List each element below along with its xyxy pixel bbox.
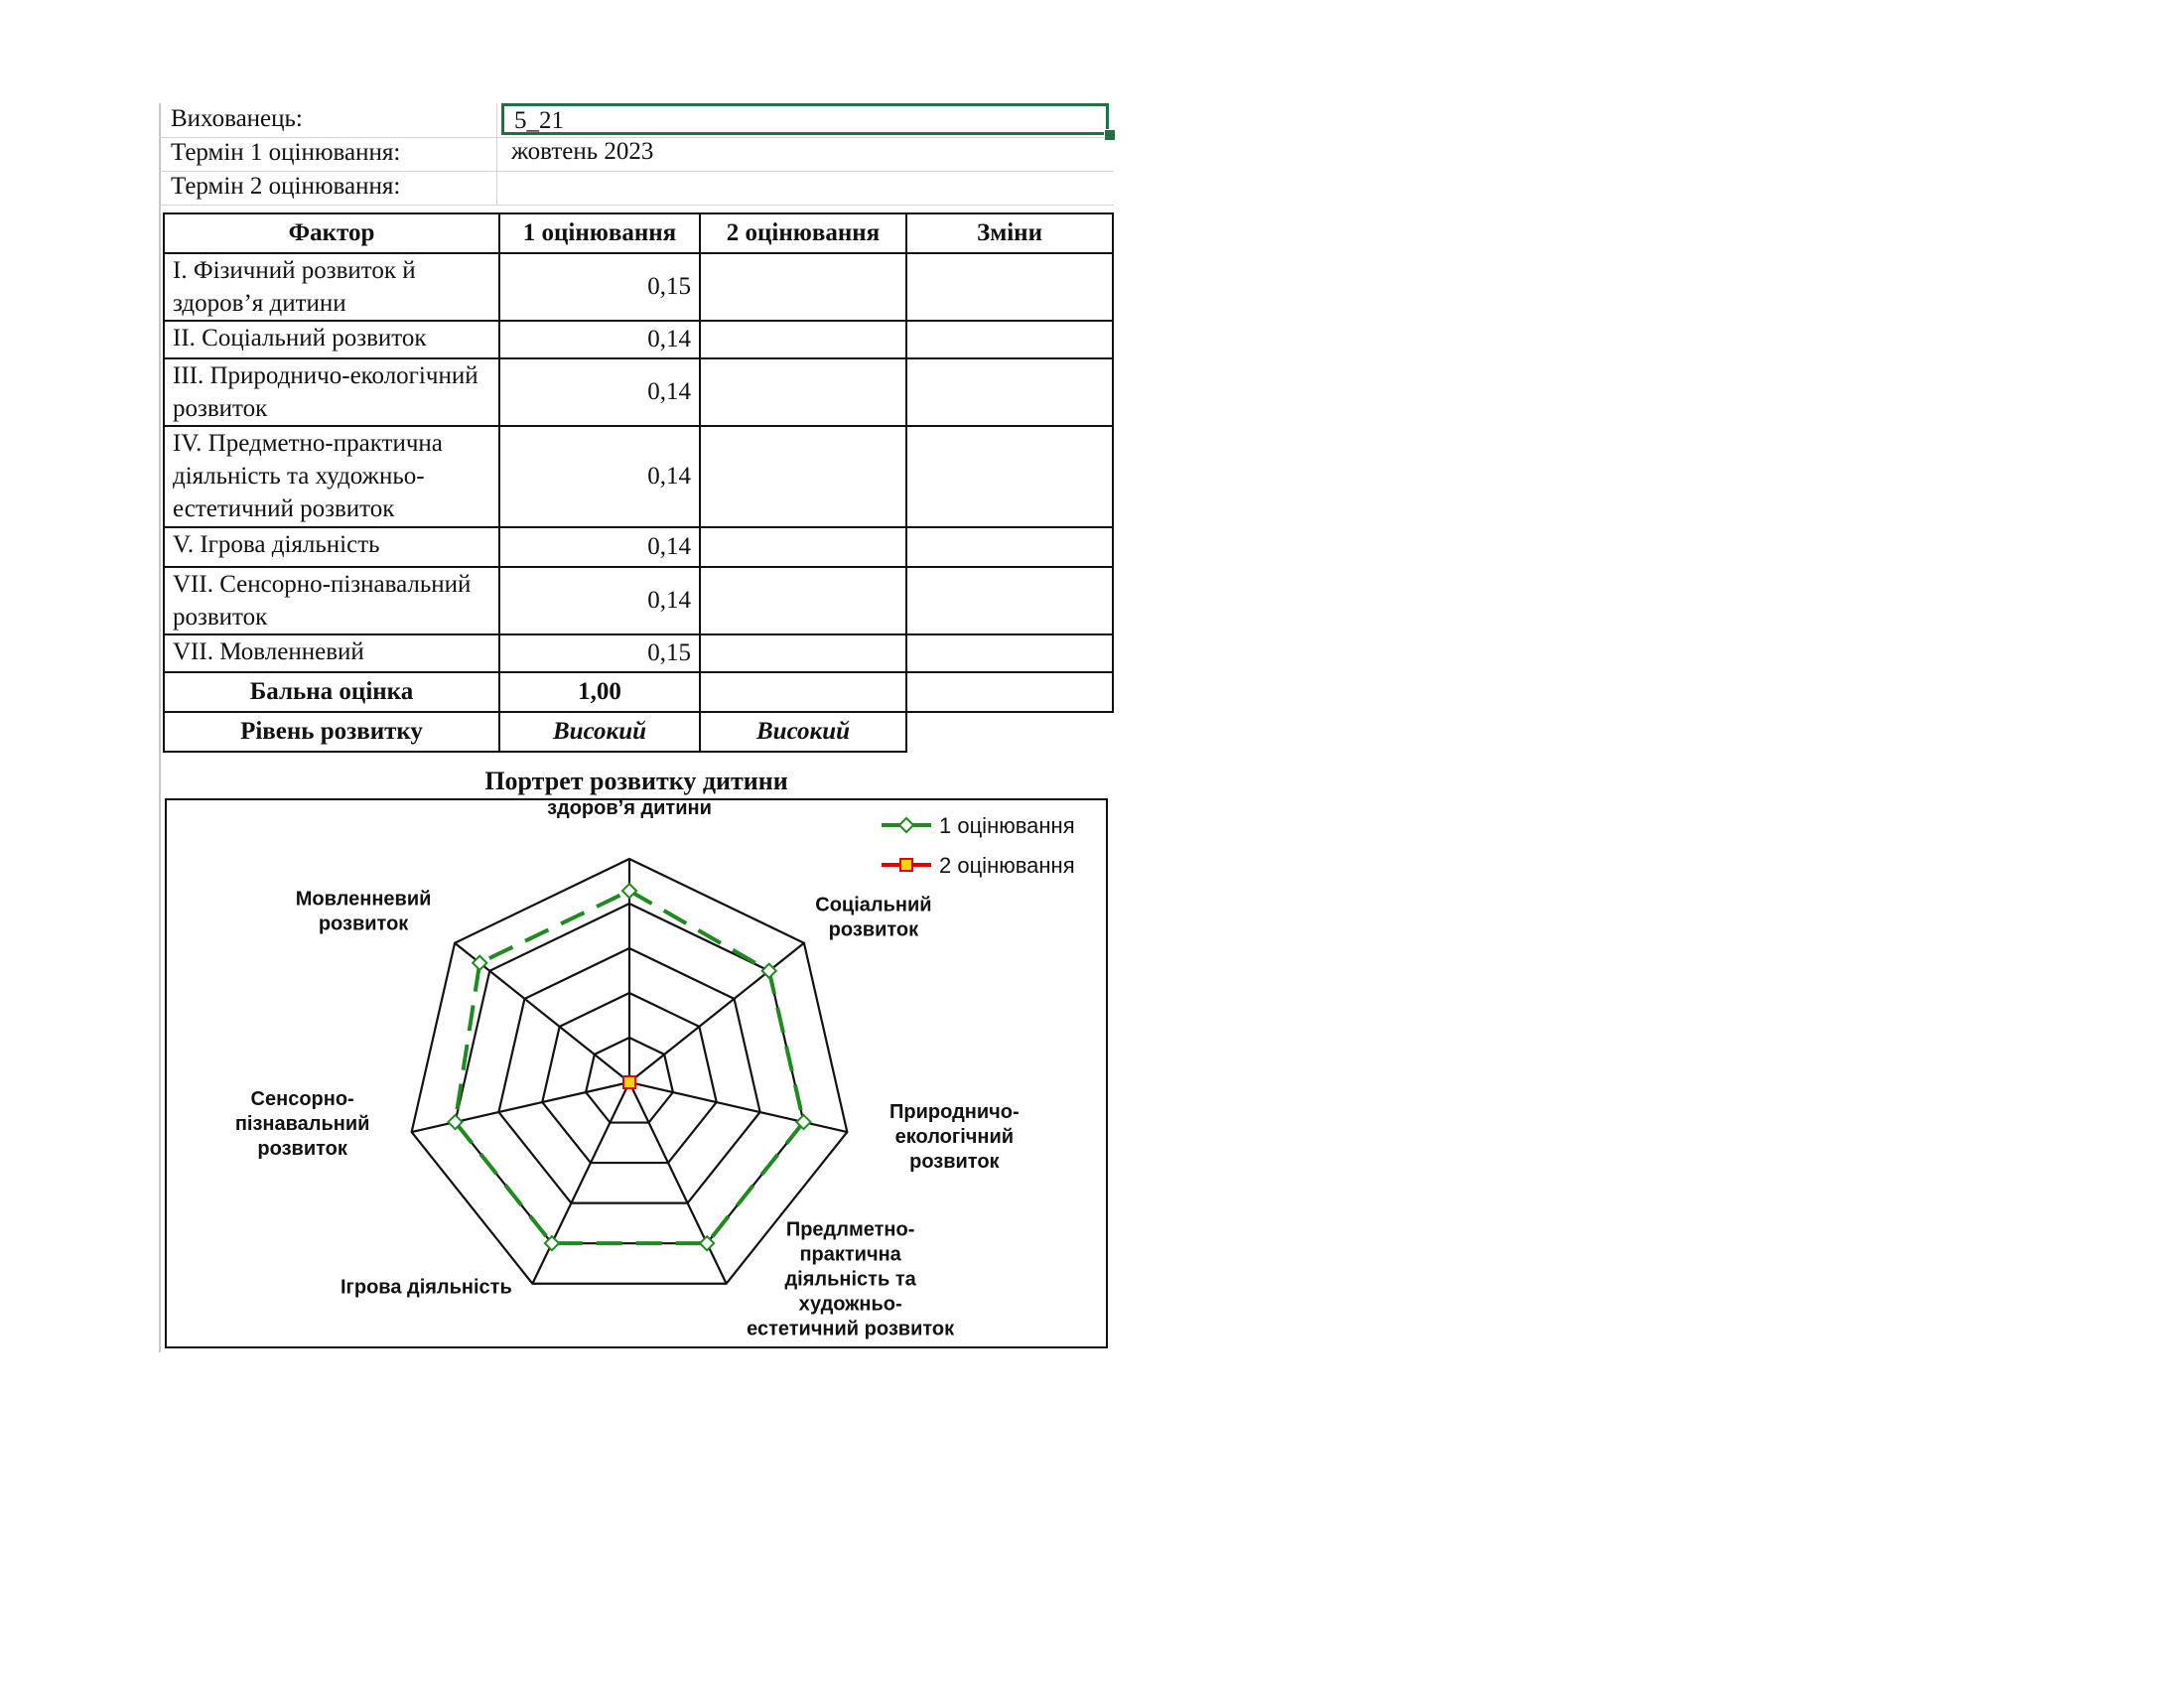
factor-cell[interactable]: VII. Мовленневий [164,634,499,672]
value2-cell[interactable] [700,358,906,426]
col-header-factor[interactable]: Фактор [164,213,499,253]
level-label[interactable]: Рівень розвитку [164,712,499,752]
legend-marker [899,818,913,832]
table-row [164,253,1113,321]
level-row [164,712,1113,752]
legend-marker [900,859,912,871]
term1-row [159,137,1114,172]
term2-row [159,171,1114,206]
change-cell[interactable] [906,634,1113,672]
table-row [164,358,1113,426]
term2-label: Термін 2 оцінювання: [171,173,401,200]
chart-title: Портрет розвитку дитини [484,767,788,795]
factor-cell[interactable]: IV. Предметно-практична діяльність та художньо-естетичний розвиток [164,426,499,527]
factor-cell[interactable]: III. Природничо-екологічний розвиток [164,358,499,426]
pupil-cell[interactable]: 5_21 [501,103,1109,135]
radar-axis-label: Ігрова діяльність [340,1276,512,1299]
change-cell[interactable] [906,321,1113,358]
value1-cell[interactable]: 0,14 [499,358,700,426]
worksheet [159,103,1114,1352]
radar-axis-label: Природничо-екологічний розвиток [889,1101,1020,1174]
table-row [164,634,1113,672]
term1-cell[interactable]: жовтень 2023 [511,138,654,165]
score-label[interactable]: Бальна оцінка [164,672,499,712]
value1-cell[interactable]: 0,15 [499,253,700,321]
change-cell[interactable] [906,567,1113,634]
table-row [164,567,1113,634]
sheet-gridline [159,103,161,1352]
value2-cell[interactable] [700,567,906,634]
factor-cell[interactable]: II. Соціальний розвиток [164,321,499,358]
factor-cell[interactable]: I. Фізичний розвиток й здоров’я дитини [164,253,499,321]
legend-label: 2 оцінювання [939,853,1075,878]
factor-cell[interactable]: V. Ігрова діяльність [164,527,499,567]
change-cell[interactable] [906,527,1113,567]
table-row [164,527,1113,567]
value1-cell[interactable]: 0,14 [499,567,700,634]
cell-divider [496,103,497,137]
change-cell[interactable] [906,426,1113,527]
pupil-label: Вихованець: [171,105,303,132]
pupil-row [159,103,1114,138]
change-cell[interactable] [906,358,1113,426]
value2-cell[interactable] [700,634,906,672]
radar-axis-label: здоров’я дитини [547,800,712,819]
value2-cell[interactable] [700,321,906,358]
col-header-changes[interactable]: Зміни [906,213,1113,253]
cell-divider [496,171,497,205]
radar-spoke [629,1082,727,1284]
legend-label: 1 оцінювання [939,813,1075,838]
col-header-assessment-1[interactable]: 1 оцінювання [499,213,700,253]
cell-divider [496,137,497,171]
radar-point [623,1076,635,1088]
radar-spoke [532,1082,629,1284]
value2-cell[interactable] [700,426,906,527]
score-change[interactable] [906,672,1113,712]
col-header-assessment-2[interactable]: 2 оцінювання [700,213,906,253]
score-row [164,672,1113,712]
value1-cell[interactable]: 0,14 [499,426,700,527]
value1-cell[interactable]: 0,14 [499,527,700,567]
radar-axis-label: Сенсорно-пізнавальний розвиток [234,1088,370,1161]
score-value2[interactable] [700,672,906,712]
level-value2[interactable]: Високий [700,712,906,752]
value1-cell[interactable]: 0,14 [499,321,700,358]
radar-chart-frame[interactable] [165,798,1108,1348]
radar-axis-label: Соціальний розвиток [815,894,932,941]
table-row [164,426,1113,527]
table-header-row [164,213,1113,253]
value1-cell[interactable]: 0,15 [499,634,700,672]
radar-axis-label: Предлметно-практична діяльність та художньо-естетичний розвиток [747,1218,955,1340]
factor-cell[interactable]: VII. Сенсорно-пізнавальний розвиток [164,567,499,634]
change-cell[interactable] [906,253,1113,321]
value2-cell[interactable] [700,527,906,567]
table-row [164,321,1113,358]
radar-chart[interactable] [167,800,1106,1346]
value2-cell[interactable] [700,253,906,321]
level-change[interactable] [906,712,1113,752]
score-value1[interactable]: 1,00 [499,672,700,712]
term1-label: Термін 1 оцінювання: [171,139,401,166]
assessment-table [163,212,1114,753]
term2-cell[interactable] [501,171,1109,203]
radar-axis-label: Мовленневий розвиток [295,888,432,935]
level-value1[interactable]: Високий [499,712,700,752]
